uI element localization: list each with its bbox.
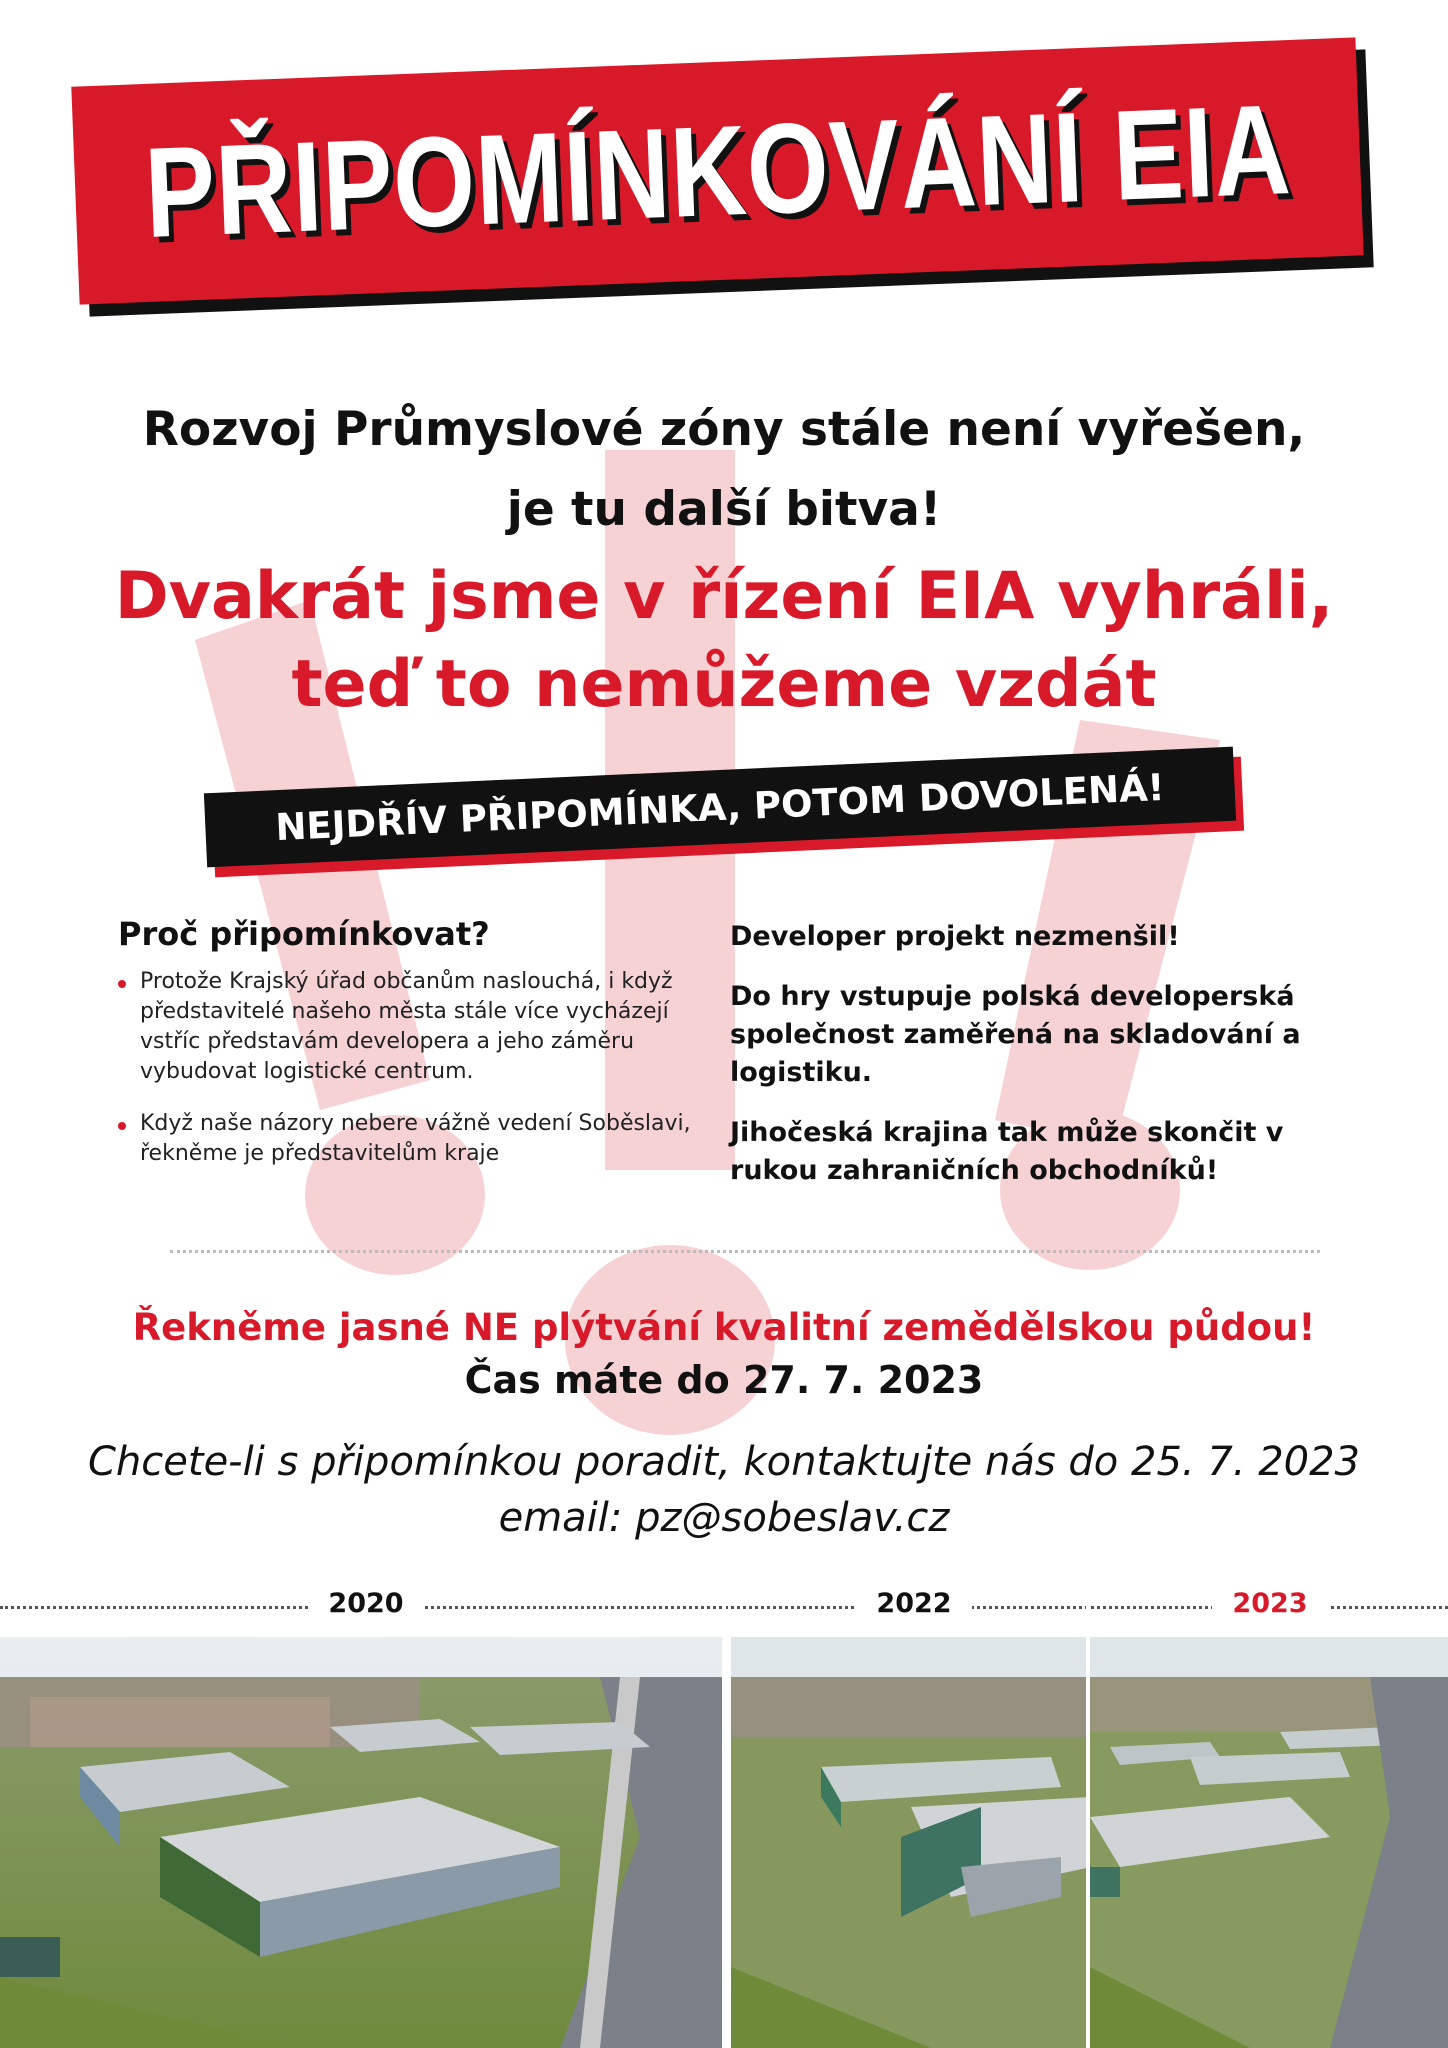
headline-red-line-1: Dvakrát jsme v řízení EIA vyhráli, (114, 559, 1334, 634)
why-list (118, 967, 718, 1169)
slogan-text: NEJDŘÍV PŘIPOMÍNKA, POTOM DOVOLENÁ! (274, 765, 1166, 849)
why-section (118, 915, 718, 1191)
developer-section (730, 918, 1330, 1212)
why-bullet-text: Protože Krajský úřad občanům naslouchá, i když představitelé našeho města stále více vycházejí vstříc představám developera a jeho záměru vybudovat logistické centrum. (140, 969, 673, 1084)
cta-red-text: Řekněme jasné NE plýtvání kvalitní zemědělskou půdou! (132, 1306, 1316, 1349)
slogan-ribbon (205, 765, 1255, 880)
bullet-dot-icon (118, 1122, 126, 1130)
headline-line-1: Rozvoj Průmyslové zóny stále není vyřešen, (142, 402, 1306, 457)
developer-paragraph-3: Jihočeská krajina tak může skončit v rukou zahraničních obchodníků! (730, 1117, 1284, 1186)
why-bullet-2 (118, 1109, 718, 1169)
why-bullet-1 (118, 967, 718, 1087)
why-bullet-text: Když naše názory nebere vážně vedení Soběslavi, řekněme je představitelům kraje (140, 1111, 691, 1166)
deadline-text: Čas máte do 27. 7. 2023 (464, 1358, 984, 1402)
section-divider (170, 1250, 1320, 1253)
headline-red-line-2: teď to nemůžeme vzdát (291, 647, 1157, 722)
year-label-2020: 2020 (308, 1588, 424, 1619)
photo-divider-2 (1086, 1590, 1090, 2048)
title-banner (75, 62, 1375, 352)
page-title: PŘIPOMÍNKOVÁNÍ EIA (142, 77, 1293, 265)
why-heading: Proč připomínkovat? (118, 915, 490, 953)
photo-divider-1 (722, 1590, 726, 2048)
aerial-photo-2022 (731, 1637, 1086, 2048)
contact-email[interactable]: email: pz@sobeslav.cz (498, 1495, 950, 1541)
developer-paragraph-1: Developer projekt nezmenšil! (730, 921, 1180, 952)
headline-line-2: je tu další bitva! (506, 482, 942, 537)
year-label-2022: 2022 (856, 1588, 972, 1619)
year-label-2023: 2023 (1212, 1588, 1328, 1619)
bullet-dot-icon (118, 980, 126, 988)
aerial-photo-2023 (1090, 1637, 1448, 2048)
contact-line-1: Chcete-li s připomínkou poradit, kontaktujte nás do 25. 7. 2023 (88, 1439, 1360, 1485)
developer-paragraph-2: Do hry vstupuje polská developerská společnost zaměřená na skladování a logistiku. (730, 981, 1301, 1088)
aerial-photo-2020 (0, 1637, 722, 2048)
